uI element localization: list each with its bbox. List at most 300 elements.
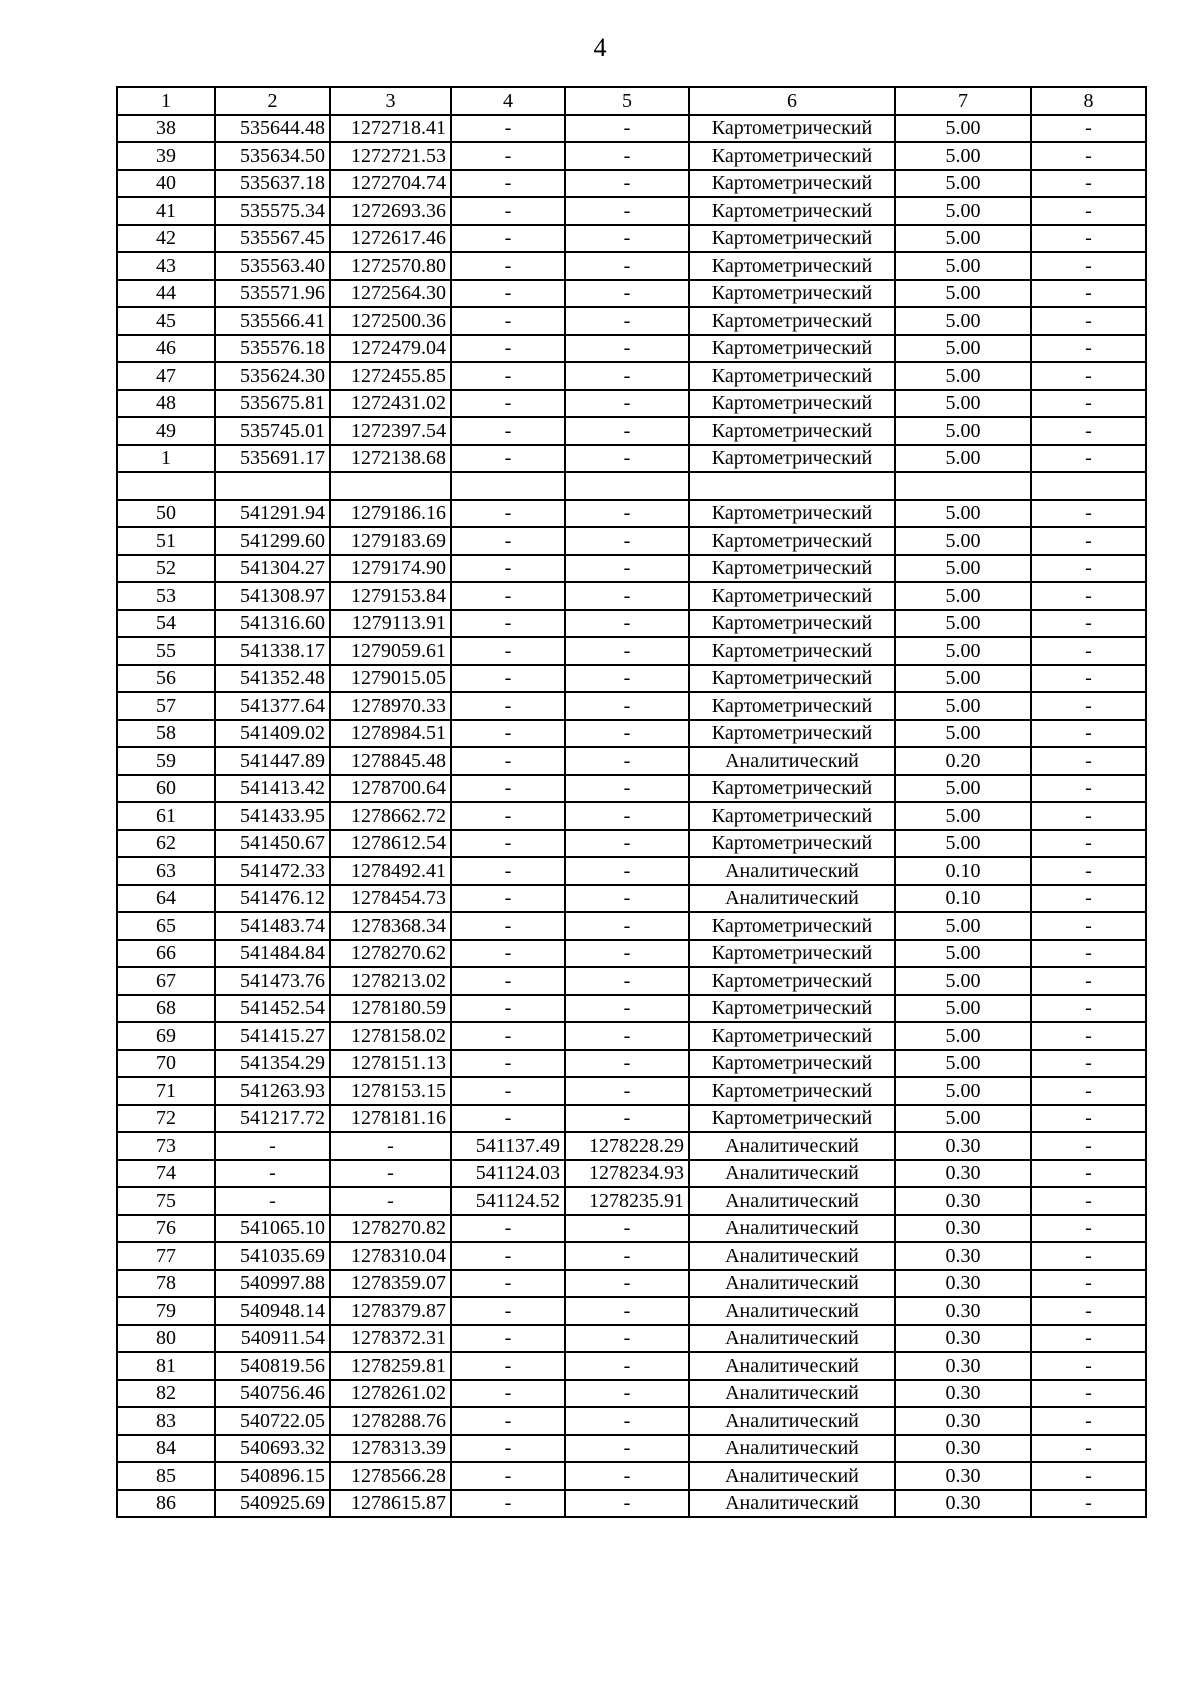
cell-note: - [1031, 912, 1146, 940]
cell-x-coordinate: 541299.60 [215, 527, 330, 555]
coordinates-table [116, 86, 1147, 1518]
table-row [117, 527, 1146, 555]
cell-y-coordinate: 1279015.05 [330, 665, 451, 693]
cell-y-coordinate: 1278612.54 [330, 830, 451, 858]
cell-method: Аналитический [689, 1160, 895, 1188]
cell-point-number: 62 [117, 830, 215, 858]
cell-y-coordinate: 1272564.30 [330, 280, 451, 308]
cell-x-coordinate-alt: - [451, 1050, 565, 1078]
cell-x-coordinate-alt: - [451, 280, 565, 308]
cell-y-coordinate: 1278270.62 [330, 940, 451, 968]
cell-note: - [1031, 1022, 1146, 1050]
column-header: 2 [215, 87, 330, 115]
table-row [117, 637, 1146, 665]
cell-method: Картометрический [689, 720, 895, 748]
cell-x-coordinate-alt: - [451, 1325, 565, 1353]
cell-y-coordinate-alt: - [565, 1380, 689, 1408]
cell-y-coordinate-alt: - [565, 1407, 689, 1435]
cell-note: - [1031, 1160, 1146, 1188]
cell-point-number: 68 [117, 995, 215, 1023]
cell-accuracy: 0.30 [895, 1462, 1031, 1490]
cell-point-number: 44 [117, 280, 215, 308]
cell-y-coordinate: 1279059.61 [330, 637, 451, 665]
table-row [117, 417, 1146, 445]
cell-x-coordinate: 541316.60 [215, 610, 330, 638]
cell-y-coordinate-alt: - [565, 1077, 689, 1105]
cell-point-number: 45 [117, 307, 215, 335]
cell-y-coordinate: - [330, 1187, 451, 1215]
cell-y-coordinate-alt: - [565, 967, 689, 995]
table-row [117, 335, 1146, 363]
cell-y-coordinate-alt: - [565, 390, 689, 418]
table-row [117, 1490, 1146, 1518]
cell-y-coordinate: 1278313.39 [330, 1435, 451, 1463]
cell-method: Картометрический [689, 170, 895, 198]
cell-accuracy: 5.00 [895, 335, 1031, 363]
cell-y-coordinate-alt: - [565, 1242, 689, 1270]
cell-method: Картометрический [689, 1105, 895, 1133]
cell-x-coordinate: 541484.84 [215, 940, 330, 968]
table-row [117, 967, 1146, 995]
page-number: 4 [593, 33, 607, 62]
cell-x-coordinate: 540722.05 [215, 1407, 330, 1435]
cell-x-coordinate-alt: - [451, 307, 565, 335]
cell-x-coordinate: 540693.32 [215, 1435, 330, 1463]
cell-note: - [1031, 362, 1146, 390]
cell-x-coordinate-alt: - [451, 1462, 565, 1490]
cell-note: - [1031, 1050, 1146, 1078]
cell-x-coordinate: 535745.01 [215, 417, 330, 445]
cell-note: - [1031, 830, 1146, 858]
cell-x-coordinate-alt: 541137.49 [451, 1132, 565, 1160]
cell-x-coordinate: 541354.29 [215, 1050, 330, 1078]
cell-x-coordinate-alt: - [451, 252, 565, 280]
cell-method: Аналитический [689, 1462, 895, 1490]
cell-accuracy: 5.00 [895, 582, 1031, 610]
cell-method: Картометрический [689, 1077, 895, 1105]
cell-method: Аналитический [689, 747, 895, 775]
cell-method: Картометрический [689, 555, 895, 583]
cell-note: - [1031, 747, 1146, 775]
cell-y-coordinate: 1278454.73 [330, 885, 451, 913]
cell-y-coordinate: 1272479.04 [330, 335, 451, 363]
cell-method: Картометрический [689, 637, 895, 665]
cell-method: Аналитический [689, 1435, 895, 1463]
cell-point-number: 39 [117, 142, 215, 170]
cell-method: Картометрический [689, 912, 895, 940]
cell-y-coordinate: 1278259.81 [330, 1352, 451, 1380]
table-row [117, 940, 1146, 968]
cell-x-coordinate: 535566.41 [215, 307, 330, 335]
table-row [117, 995, 1146, 1023]
cell-y-coordinate-alt: - [565, 802, 689, 830]
cell-x-coordinate-alt: - [451, 500, 565, 528]
cell-method: Аналитический [689, 857, 895, 885]
cell-point-number: 80 [117, 1325, 215, 1353]
cell-y-coordinate: 1278213.02 [330, 967, 451, 995]
cell-method: Картометрический [689, 775, 895, 803]
cell-method: Картометрический [689, 197, 895, 225]
cell-accuracy: 5.00 [895, 1050, 1031, 1078]
cell-note: - [1031, 940, 1146, 968]
cell-note: - [1031, 1270, 1146, 1298]
cell-x-coordinate: 541352.48 [215, 665, 330, 693]
cell-x-coordinate-alt: - [451, 1105, 565, 1133]
cell-y-coordinate: 1278970.33 [330, 692, 451, 720]
cell-point-number: 46 [117, 335, 215, 363]
table-row [117, 1407, 1146, 1435]
column-header: 4 [451, 87, 565, 115]
cell-x-coordinate: 541291.94 [215, 500, 330, 528]
table-row [117, 1160, 1146, 1188]
cell-y-coordinate-alt: - [565, 170, 689, 198]
cell-y-coordinate-alt: - [565, 555, 689, 583]
cell-y-coordinate: 1278151.13 [330, 1050, 451, 1078]
table-row [117, 912, 1146, 940]
cell-y-coordinate-alt: - [565, 610, 689, 638]
cell-method: Аналитический [689, 1380, 895, 1408]
cell-x-coordinate: 541452.54 [215, 995, 330, 1023]
cell-x-coordinate: 535563.40 [215, 252, 330, 280]
cell-point-number: 57 [117, 692, 215, 720]
cell-x-coordinate: 541472.33 [215, 857, 330, 885]
cell-method: Аналитический [689, 1132, 895, 1160]
cell-x-coordinate: 535567.45 [215, 225, 330, 253]
cell-y-coordinate: 1272718.41 [330, 115, 451, 143]
cell-point-number: 55 [117, 637, 215, 665]
cell-y-coordinate: 1278379.87 [330, 1297, 451, 1325]
table-row [117, 1352, 1146, 1380]
cell-y-coordinate-alt: - [565, 1462, 689, 1490]
cell-note: - [1031, 1297, 1146, 1325]
cell-y-coordinate: - [330, 1132, 451, 1160]
table-row [117, 280, 1146, 308]
cell-y-coordinate-alt: - [565, 940, 689, 968]
cell-point-number: 63 [117, 857, 215, 885]
column-header: 1 [117, 87, 215, 115]
table-row [117, 1022, 1146, 1050]
cell-method: Картометрический [689, 307, 895, 335]
cell-x-coordinate: 540756.46 [215, 1380, 330, 1408]
cell-x-coordinate-alt: - [451, 115, 565, 143]
cell-y-coordinate-alt: - [565, 747, 689, 775]
cell-x-coordinate-alt: - [451, 527, 565, 555]
cell-y-coordinate: 1278566.28 [330, 1462, 451, 1490]
cell-x-coordinate-alt: - [451, 170, 565, 198]
cell-y-coordinate-alt: - [565, 665, 689, 693]
cell-method: Аналитический [689, 1352, 895, 1380]
table-row [117, 830, 1146, 858]
cell-accuracy: 5.00 [895, 307, 1031, 335]
cell-point-number: 71 [117, 1077, 215, 1105]
cell-note: - [1031, 170, 1146, 198]
cell-y-coordinate-alt: - [565, 1270, 689, 1298]
cell-x-coordinate-alt: - [451, 830, 565, 858]
cell-x-coordinate: 540911.54 [215, 1325, 330, 1353]
cell-x-coordinate-alt: - [451, 610, 565, 638]
cell-y-coordinate: 1278180.59 [330, 995, 451, 1023]
cell-point-number: 59 [117, 747, 215, 775]
cell-x-coordinate: 535644.48 [215, 115, 330, 143]
cell-x-coordinate-alt: - [451, 225, 565, 253]
cell-accuracy: 5.00 [895, 1022, 1031, 1050]
table-row [117, 472, 1146, 500]
cell-accuracy: 5.00 [895, 1105, 1031, 1133]
cell-method: Картометрический [689, 995, 895, 1023]
cell-point-number: 78 [117, 1270, 215, 1298]
cell-y-coordinate: 1272431.02 [330, 390, 451, 418]
cell-point-number: 76 [117, 1215, 215, 1243]
cell-note: - [1031, 115, 1146, 143]
cell-x-coordinate: 535675.81 [215, 390, 330, 418]
cell-y-coordinate-alt: - [565, 445, 689, 473]
table-row [117, 857, 1146, 885]
cell-x-coordinate-alt: - [451, 142, 565, 170]
cell-x-coordinate-alt: - [451, 1297, 565, 1325]
table-row [117, 1380, 1146, 1408]
cell-point-number: 72 [117, 1105, 215, 1133]
cell-y-coordinate: 1278984.51 [330, 720, 451, 748]
cell-point-number: 50 [117, 500, 215, 528]
cell-x-coordinate-alt: - [451, 940, 565, 968]
cell-accuracy: 5.00 [895, 252, 1031, 280]
column-header: 3 [330, 87, 451, 115]
cell-point-number: 75 [117, 1187, 215, 1215]
cell-x-coordinate: 541476.12 [215, 885, 330, 913]
cell-note: - [1031, 1435, 1146, 1463]
table-row [117, 1105, 1146, 1133]
cell-x-coordinate-alt: - [451, 1490, 565, 1518]
cell-y-coordinate-alt: - [565, 527, 689, 555]
cell-y-coordinate-alt: - [565, 995, 689, 1023]
cell-x-coordinate: 541065.10 [215, 1215, 330, 1243]
table-row [117, 1132, 1146, 1160]
cell-x-coordinate-alt: - [451, 1242, 565, 1270]
cell-accuracy: 0.30 [895, 1352, 1031, 1380]
cell-y-coordinate-alt: - [565, 1490, 689, 1518]
table-row [117, 225, 1146, 253]
cell-note: - [1031, 1380, 1146, 1408]
cell-method: Картометрический [689, 1050, 895, 1078]
cell-note: - [1031, 1242, 1146, 1270]
cell-y-coordinate: 1278615.87 [330, 1490, 451, 1518]
cell-method: Картометрический [689, 802, 895, 830]
cell-y-coordinate: 1278261.02 [330, 1380, 451, 1408]
cell-point-number: 41 [117, 197, 215, 225]
cell-y-coordinate: 1272455.85 [330, 362, 451, 390]
cell-y-coordinate: 1279153.84 [330, 582, 451, 610]
cell-y-coordinate-alt: - [565, 637, 689, 665]
cell-y-coordinate-alt: - [565, 142, 689, 170]
cell-note: - [1031, 1325, 1146, 1353]
cell-point-number: 38 [117, 115, 215, 143]
cell-x-coordinate: 541415.27 [215, 1022, 330, 1050]
cell-x-coordinate: 541377.64 [215, 692, 330, 720]
cell-point-number: 58 [117, 720, 215, 748]
cell-accuracy: 0.30 [895, 1242, 1031, 1270]
cell-accuracy: 0.30 [895, 1407, 1031, 1435]
table-row [117, 720, 1146, 748]
cell-note: - [1031, 335, 1146, 363]
cell-note: - [1031, 582, 1146, 610]
cell-y-coordinate-alt: - [565, 500, 689, 528]
cell-point-number: 79 [117, 1297, 215, 1325]
cell-method: Картометрический [689, 1022, 895, 1050]
table-row [117, 500, 1146, 528]
cell-y-coordinate-alt: - [565, 115, 689, 143]
cell-x-coordinate-alt: - [451, 582, 565, 610]
cell-accuracy: 5.00 [895, 967, 1031, 995]
cell-y-coordinate: 1279174.90 [330, 555, 451, 583]
cell-point-number: 86 [117, 1490, 215, 1518]
cell-x-coordinate: - [215, 1187, 330, 1215]
cell-method: Картометрический [689, 967, 895, 995]
cell-accuracy: 5.00 [895, 665, 1031, 693]
cell-x-coordinate: 535575.34 [215, 197, 330, 225]
table-row [117, 775, 1146, 803]
cell-y-coordinate-alt [565, 472, 689, 500]
cell-accuracy: 5.00 [895, 417, 1031, 445]
table-row [117, 1297, 1146, 1325]
cell-accuracy: 0.20 [895, 747, 1031, 775]
cell-accuracy: 0.10 [895, 885, 1031, 913]
cell-note: - [1031, 555, 1146, 583]
cell-accuracy: 5.00 [895, 637, 1031, 665]
cell-note: - [1031, 252, 1146, 280]
cell-x-coordinate-alt: - [451, 912, 565, 940]
cell-point-number: 66 [117, 940, 215, 968]
cell-note: - [1031, 802, 1146, 830]
cell-x-coordinate-alt: - [451, 417, 565, 445]
cell-point-number: 51 [117, 527, 215, 555]
cell-note: - [1031, 1132, 1146, 1160]
cell-x-coordinate-alt: - [451, 1077, 565, 1105]
cell-x-coordinate: 541304.27 [215, 555, 330, 583]
cell-point-number: 52 [117, 555, 215, 583]
cell-accuracy: 5.00 [895, 527, 1031, 555]
cell-y-coordinate: 1272693.36 [330, 197, 451, 225]
column-header: 6 [689, 87, 895, 115]
cell-y-coordinate-alt: - [565, 1352, 689, 1380]
cell-note: - [1031, 720, 1146, 748]
cell-x-coordinate: 541409.02 [215, 720, 330, 748]
cell-y-coordinate-alt: 1278228.29 [565, 1132, 689, 1160]
cell-point-number: 1 [117, 445, 215, 473]
table-row [117, 307, 1146, 335]
cell-point-number: 81 [117, 1352, 215, 1380]
cell-y-coordinate: 1278845.48 [330, 747, 451, 775]
cell-point-number: 48 [117, 390, 215, 418]
cell-accuracy: 0.30 [895, 1325, 1031, 1353]
cell-x-coordinate-alt: - [451, 335, 565, 363]
cell-x-coordinate: 541035.69 [215, 1242, 330, 1270]
cell-note: - [1031, 1105, 1146, 1133]
cell-accuracy: 5.00 [895, 142, 1031, 170]
cell-x-coordinate: 541338.17 [215, 637, 330, 665]
table-row [117, 582, 1146, 610]
table-body [117, 115, 1146, 1518]
cell-y-coordinate: 1278181.16 [330, 1105, 451, 1133]
cell-y-coordinate: 1278700.64 [330, 775, 451, 803]
cell-point-number: 85 [117, 1462, 215, 1490]
cell-x-coordinate-alt: - [451, 995, 565, 1023]
cell-x-coordinate-alt: - [451, 775, 565, 803]
cell-accuracy: 5.00 [895, 500, 1031, 528]
cell-accuracy: 0.30 [895, 1270, 1031, 1298]
cell-method [689, 472, 895, 500]
cell-point-number: 56 [117, 665, 215, 693]
cell-accuracy [895, 472, 1031, 500]
cell-method: Аналитический [689, 1407, 895, 1435]
cell-accuracy: 5.00 [895, 775, 1031, 803]
cell-method: Картометрический [689, 500, 895, 528]
cell-note: - [1031, 500, 1146, 528]
cell-x-coordinate: - [215, 1160, 330, 1188]
column-header: 7 [895, 87, 1031, 115]
cell-point-number: 43 [117, 252, 215, 280]
cell-x-coordinate-alt: - [451, 967, 565, 995]
table-row [117, 142, 1146, 170]
cell-point-number: 77 [117, 1242, 215, 1270]
cell-accuracy: 5.00 [895, 445, 1031, 473]
cell-point-number: 67 [117, 967, 215, 995]
cell-accuracy: 0.30 [895, 1132, 1031, 1160]
cell-x-coordinate-alt: - [451, 1435, 565, 1463]
cell-x-coordinate: 535624.30 [215, 362, 330, 390]
cell-y-coordinate: 1278158.02 [330, 1022, 451, 1050]
table-row [117, 802, 1146, 830]
table-row [117, 445, 1146, 473]
cell-accuracy: 5.00 [895, 280, 1031, 308]
cell-x-coordinate-alt: - [451, 885, 565, 913]
cell-note: - [1031, 225, 1146, 253]
cell-x-coordinate-alt: - [451, 1270, 565, 1298]
table-row [117, 1462, 1146, 1490]
table-row [117, 1242, 1146, 1270]
cell-x-coordinate: 541473.76 [215, 967, 330, 995]
table-row [117, 252, 1146, 280]
cell-point-number: 84 [117, 1435, 215, 1463]
cell-note: - [1031, 1352, 1146, 1380]
cell-accuracy: 0.10 [895, 857, 1031, 885]
cell-x-coordinate [215, 472, 330, 500]
cell-y-coordinate: - [330, 1160, 451, 1188]
cell-note: - [1031, 857, 1146, 885]
cell-note: - [1031, 307, 1146, 335]
cell-accuracy: 5.00 [895, 912, 1031, 940]
cell-method: Картометрический [689, 692, 895, 720]
cell-accuracy: 5.00 [895, 1077, 1031, 1105]
cell-accuracy: 0.30 [895, 1187, 1031, 1215]
cell-method: Картометрический [689, 830, 895, 858]
cell-accuracy: 0.30 [895, 1160, 1031, 1188]
cell-point-number [117, 472, 215, 500]
cell-note: - [1031, 995, 1146, 1023]
cell-note: - [1031, 1407, 1146, 1435]
table-row [117, 1325, 1146, 1353]
cell-note: - [1031, 1187, 1146, 1215]
cell-x-coordinate: 535576.18 [215, 335, 330, 363]
table-row [117, 610, 1146, 638]
cell-method: Картометрический [689, 362, 895, 390]
cell-y-coordinate-alt: - [565, 197, 689, 225]
cell-y-coordinate-alt: - [565, 1325, 689, 1353]
cell-point-number: 65 [117, 912, 215, 940]
cell-x-coordinate-alt: - [451, 390, 565, 418]
cell-method: Картометрический [689, 527, 895, 555]
cell-accuracy: 5.00 [895, 692, 1031, 720]
table-row [117, 1077, 1146, 1105]
